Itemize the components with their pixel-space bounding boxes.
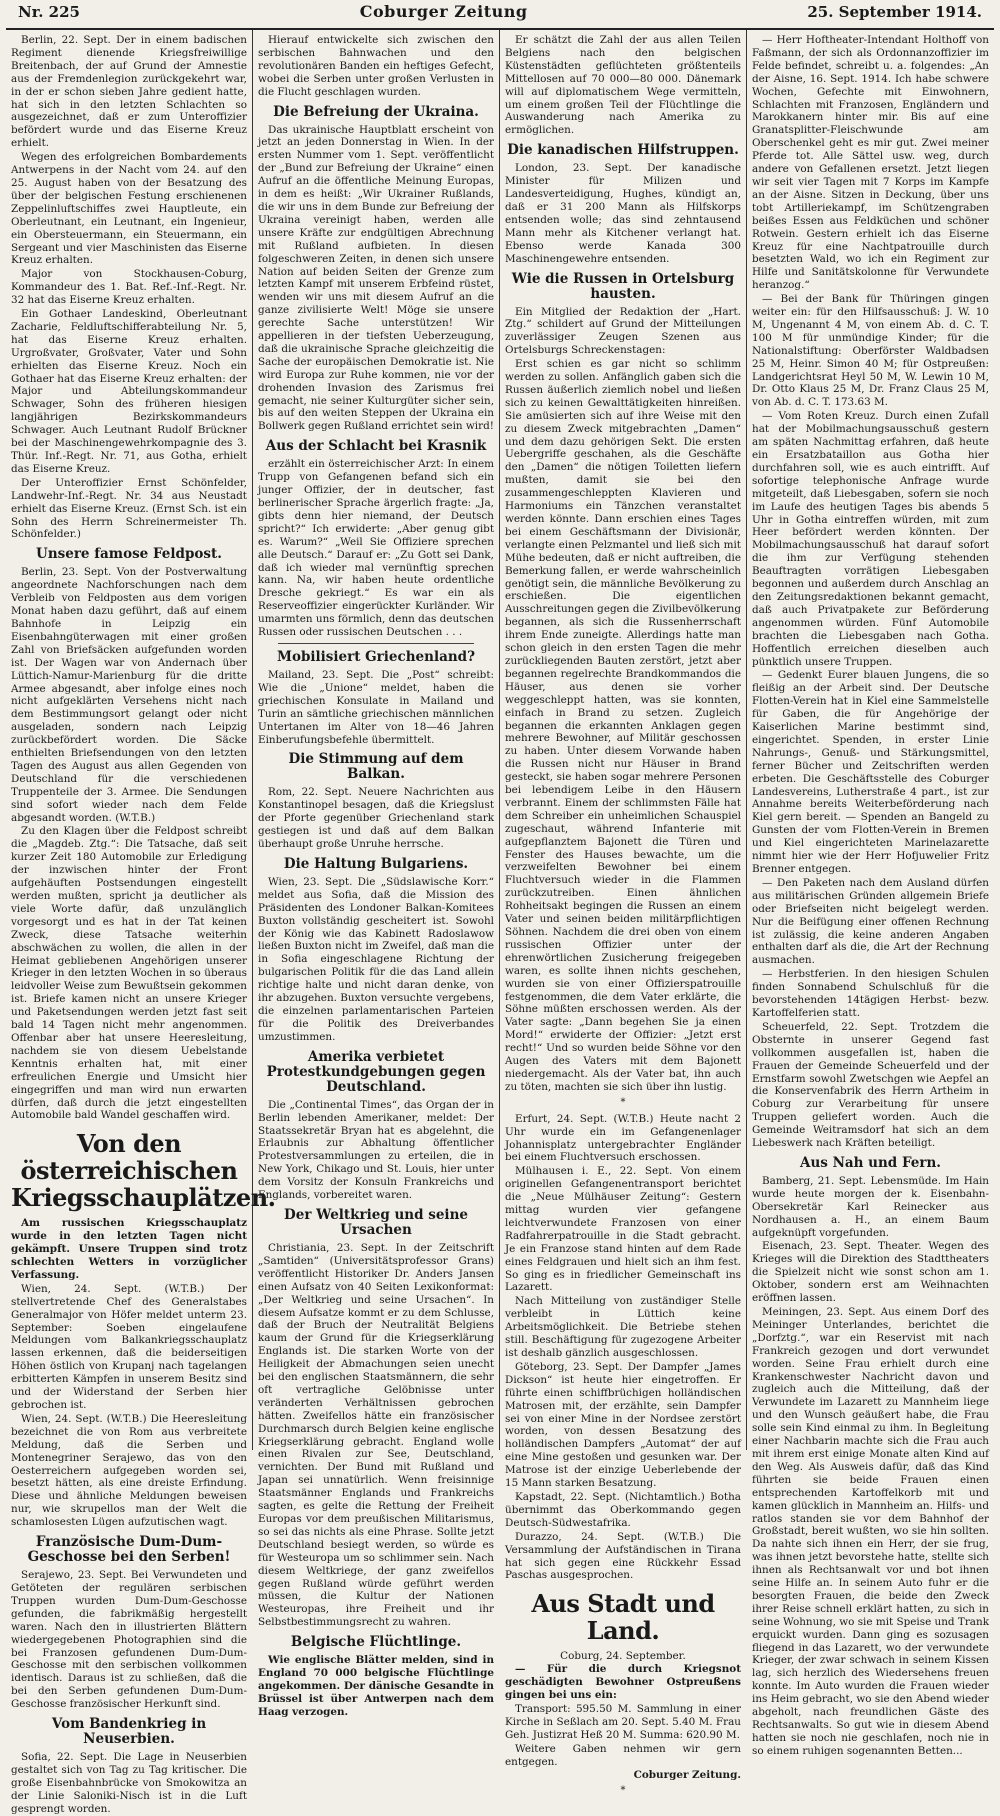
paragraph: Wegen des erfolgreichen Bombardements Antwerpens in der Nacht vom 24. auf den 25. August haben von der Besatzung des über der belgischen Festung erschienenen Zeppelinluftschiffes zwei Hauptleute, ein Oberleutnant, ein Leutnant, ein Ingenieur, ein Obersteuermann, ein Steuermann, ein Sergeant und vier Maschinisten das Eiserne Kreuz erhalten. xyxy=(11,151,247,267)
paragraph: Sofia, 22. Sept. Die Lage in Neuserbien gestaltet sich von Tag zu Tag kritischer. Die große Eisenbahnbrücke von Smokowitza an der Linie Saloniki-Nisch ist in die Luft gesprengt worden. xyxy=(11,1751,247,1815)
masthead xyxy=(6,0,994,30)
paragraph: Der Unteroffizier Ernst Schönfelder, Landwehr-Inf.-Regt. Nr. 34 aus Neustadt erhielt das Eiserne Kreuz. (Ernst Sch. ist ein Sohn des Herrn Schreinermeister Th. Schönfelder.) xyxy=(11,476,247,541)
columns xyxy=(6,30,994,1815)
paragraph: Göteborg, 23. Sept. Der Dampfer „James Dickson“ ist heute hier eingetroffen. Er führte einen schiffbrüchigen holländischen Matrosen mit, der erzählte, sein Dampfer sei von einer Mine in der Nordsee zerstört worden, von dessen Besatzung des holländischen Dampfers „Automat“ der auf eine Mine gestoßen und gesunken war. Der Matrose ist der einzige Ueberlebende der 15 Mann starken Besatzung. xyxy=(505,1360,741,1490)
headline: Vom Bandenkrieg in Neuserbien. xyxy=(51,1716,207,1748)
paragraph: Erfurt, 24. Sept. (W.T.B.) Heute nacht 2 Uhr wurde ein im Gefangenenlager Johannisplatz untergebrachter Engländer bei einem Fluchtversuch erschossen. xyxy=(505,1112,741,1164)
paragraph: Das ukrainische Hauptblatt erscheint von jetzt an jeden Donnerstag in Wien. In der ersten Nummer vom 1. Sept. veröffentlicht der „Bund zur Befreiung der Ukraine“ einen Aufruf an die öffentliche Meinung Europas, in dem es heißt: „Wir Ukrainer Rußlands, die wir uns in dem Bunde zur Befreiung der Ukraina vereinigt haben, werden alle unsere Kräfte zur endgültigen Abrechnung mit Rußland aufbieten. In diesen folgeschweren Zeiten, in denen sich unsere Nation auf beiden Seiten der Grenze zum letzten Kampf mit unserem Erbfeind rüstet, wenden wir uns mit diesem Aufruf an die ganze zivilisierte Welt! Möge sie unsere gerechte Sache unterstützen! Wir appellieren in der tiefsten Ueberzeugung, daß die ukrainische Sprache gleichzeitig die Sache der europäischen Demokratie ist. Nie wird Europa zur Ruhe kommen, nie vor der drohenden Invasion des Zarismus frei gemacht, nie seiner Kulturgüter sicher sein, bis auf den weiten Steppen der Ukraina ein Bollwerk gegen Rußland errichtet sein wird! xyxy=(258,123,494,433)
paragraph: Mülhausen i. E., 22. Sept. Von einem originellen Gefangenentransport berichtet die „Neue Mülhäuser Zeitung“: Gestern mittag wurden vier gefangene leichtverwundete Franzosen von einer Radfahrerpatrouille in die Stadt gebracht. Je ein Franzose stand hinten auf dem Rade eines Feldgrauen und hielt sich an ihm fest. So ging es in friedlicher Gemeinschaft ins Lazarett. xyxy=(505,1165,741,1294)
headline: Aus Nah und Fern. xyxy=(799,1154,942,1171)
paragraph: — Vom Roten Kreuz. Durch einen Zufall hat der Mobilmachungsausschuß gestern am späten Nachmittag erfahren, daß heute ein Ersatzbataillon aus Gotha hier durchfahren soll, wie es auch eintrifft. Auf sofortige telephonische Anfrage wurde mitgeteilt, daß Liebesgaben, sofern sie noch im Laufe des heutigen Tages bis abends 5 Uhr in Gotha eintreffen würden, mit zum Heer befördert werden könnten. Der Mobilmachungsausschuß hat darauf sofort die ihm zur Verfügung stehenden Beauftragten vorrätigen Liebesgaben begonnen und außerdem durch Anschlag an den Zeitungsredaktionen bekannt gemacht, daß auch Privatpakete zur Beförderung angenommen würden. Fünf Automobile brachten die Liebesgaben nach Gotha. Hoffentlich erreichen dieselben auch pünktlich unsere Truppen. xyxy=(752,410,989,668)
paragraph: — Herr Hoftheater-Intendant Holthoff von Faßmann, der sich als Ordonnanzoffizier im Felde befindet, schreibt u. a. folgendes: „An der Aisne, 16. Sept. 1914. Ich habe schwere Wochen, Gefechte mit Einwohnern, Schlachten mit Franzosen, Engländern und Marokkanern hinter mir. Bis auf eine Granatsplitter-Fleischwunde am Oberschenkel geht es mir gut. Zwei meiner Pferde tot. Alle Sättel usw. weg, durch andere von Gefallenen ersetzt. Jetzt liegen wir seit vier Tagen mit 7 Korps im Kampfe an der Aisne. Sitzen in Deckung, über uns tobt Artilleriekampf, im Schützengraben beißes Essen aus Feldküchen und schöner Rotwein. Gestern erhielt ich das Eiserne Kreuz für eine Nachtpatrouille durch besetzten Wald, wo ich ein Regiment zur Hilfe und Sanitätskolonne für Verwundete heranzog.“ xyxy=(752,34,989,292)
paragraph: Wien, 24. Sept. (W.T.B.) Der stellvertretende Chef des Generalstabes Generalmajor von Höfer meldet unterm 23. September: Soeben eingelaufene Meldungen vom Balkankriegsschauplatz lassen erkennen, daß die beiderseitigen Höhen östlich von Krupanj nach tagelangen erbitterten Kämpfen in unserem Besitz sind und der Widerstand der Serben hier gebrochen ist. xyxy=(11,1282,247,1411)
newspaper-title: Coburger Zeitung xyxy=(359,2,528,21)
paragraph: — Gedenkt Eurer blauen Jungens, die so fleißig an der Arbeit sind. Der Deutsche Flotten-Verein hat in Kiel eine Sammelstelle für Gaben, die für Angehörige der Kaiserlichen Marine bestimmt sind, eingerichtet. Spenden, in erster Linie Nahrungs-, Genuß- und Stärkungsmittel, ferner Bücher und Zeitschriften werden erbeten. Die Geschäftsstelle des Coburger Landesvereins, Lutherstraße 4 part., ist zur Annahme bereits Weiterbeförderung nach Kiel gern bereit. — Spenden an Bangeld zu Gunsten der vom Flotten-Verein in Bremen und Kiel eingerichteten Marinelazarette nimmt hier wie der Herr Hofjuwelier Fritz Brenner entgegen. xyxy=(752,669,989,875)
headline: Belgische Flüchtlinge. xyxy=(290,1634,462,1651)
paragraph: — Den Paketen nach dem Ausland dürfen aus militärischen Gründen allgemein Briefe oder Briefseiten nicht beigelegt werden. Nur die Beifügung einer offenen Rechnung ist zulässig, die keine anderen Angaben enthalten darf als die, die Art der Rechnung ausmachen. xyxy=(752,876,989,967)
paragraph: Berlin, 22. Sept. Der in einem badischen Regiment dienende Kriegsfreiwillige Breitenbach, der auf Grund der Amnestie aus der Fremdenlegion zurückgekehrt war, in der er schon sieben Jahre gedient hatte, hat sich in den letzten Schlachten so ausgezeichnet, daß er zum Unteroffizier befördert wurde und das Eiserne Kreuz erhielt. xyxy=(11,34,247,150)
paragraph: Scheuerfeld, 22. Sept. Trotzdem die Obsternte in unserer Gegend fast vollkommen ausgefallen ist, haben die Frauen der Gemeinde Scheuerfeld und der Ernstfarm sowohl Zwetschgen wie Aepfel an die Konservenfabrik des Herrn Artheim in Coburg zur Verarbeitung für unsere Truppen geliefert worden. Auch die Gemeinde Weitramsdorf hat sich an dem Liebeswerk nach Kräften beteiligt. xyxy=(752,1020,989,1150)
issue-number: Nr. 225 xyxy=(18,3,80,21)
headline: Die Haltung Bulgariens. xyxy=(283,855,469,872)
paragraph: Bamberg, 21. Sept. Lebensmüde. Im Hain wurde heute morgen der k. Eisenbahn-Obersekretär Karl Reinecker aus Nordhausen a. H., an einem Baum aufgeknüpft vorgefunden. xyxy=(752,1174,989,1239)
major-headline: Von den österreichischen Kriegsschauplätzen. xyxy=(11,1129,276,1213)
headline: Aus der Schlacht bei Krasnik xyxy=(265,438,487,455)
paragraph: Er schätzt die Zahl der aus allen Teilen Belgiens nach den belgischen Küstenstädten geflüchteten größtenteils Mittellosen auf 70 000—80 000. Dänemark will auf diplomatischem Wege vermitteln, um einem großen Teil der Flüchtlinge die Auswanderung nach Amerika zu ermöglichen. xyxy=(505,34,741,137)
paragraph: Transport: 595.50 M. Sammlung in einer Kirche in Seßlach am 20. Sept. 5.40 M. Frau Geh. Justizrat Heß 20 M. Summa: 620.90 M. xyxy=(505,1702,741,1741)
paragraph: Wien, 24. Sept. (W.T.B.) Die Heeresleitung bezeichnet die von Rom aus verbreitete Meldung, daß die Serben und Montenegriner Serajewo, das von den Oesterreichern aufgegeben worden sei, besetzt hätten, als eine dreiste Erfindung. Diese und ähnliche Meldungen beweisen nur, wie skrupellos man der Welt die schamlosesten Lügen aufzutischen wagt. xyxy=(11,1412,247,1529)
column-1 xyxy=(6,30,276,1815)
paragraph: Durazzo, 24. Sept. (W.T.B.) Die Versammlung der Aufständischen in Tirana hat sich gegen eine Rückkehr Essad Paschas ausgesprochen. xyxy=(505,1530,741,1582)
separator-star: * xyxy=(620,1096,626,1108)
headline: Unsere famose Feldpost. xyxy=(36,546,222,563)
paragraph: Hierauf entwickelte sich zwischen den serbischen Bahnwachen und den revolutionären Banden ein heftiges Gefecht, wobei die Serben unter großen Verlusten in die Flucht geschlagen wurden. xyxy=(258,34,494,98)
paragraph: Die „Continental Times“, das Organ der in Berlin lebenden Amerikaner, meldet: Der Staatssekretär Bryan hat es abgelehnt, die Erlaubnis zur Abhaltung öffentlicher Protestversammlungen zu erteilen, die in New York, Chikago und St. Louis, hier unter dem Vorsitz der Konsuln Frankreichs und Englands, vorbereitet waren. xyxy=(258,1098,494,1202)
paragraph: Am russischen Kriegsschauplatz wurde in den letzten Tagen nicht gekämpft. Unsere Truppen sind trotz schlechten Wetters in vorzüglicher Verfassung. xyxy=(11,1217,247,1281)
dateline: Coburg, 24. September. xyxy=(560,1650,686,1663)
column-3 xyxy=(500,30,747,1797)
paragraph: Christiania, 23. Sept. In der Zeitschrift „Samtiden“ (Universitätsprofessor Grans) veröffentlicht Historiker Dr. Anders Jansen einen Aufsatz von 40 Seiten Lexikonformat: „Der Weltkrieg und seine Ursachen“. In diesem Aufsatze kommt er zu dem Schlusse, daß der Bruch der Neutralität Belgiens kaum der Grund für die Kriegserklärung Englands ist. Die starken Worte von der Heiligkeit der Abmachungen seien unecht bei den englischen Staatsmännern, die sehr oft vertragliche Gelöbnisse unter veränderten Verhältnissen gebrochen hätten. Zweifellos hätte ein französischer Durchmarsch durch Belgien keine englische Kriegserklärung gebracht. England wolle einen Rivalen zur See, Deutschland, vernichten. Der Bund mit Rußland und Japan sei unnatürlich. Wenn freisinnige Staatsmänner Englands und Frankreichs sagten, es gelte die Rettung der Freiheit Europas vor dem preußischen Militarismus, so sei das nichts als eine Phrase. Sollte jetzt Deutschland besiegt werden, so würde es für Westeuropa um so schlimmer sein. Nach diesem Weltkriege, der ganz zweifellos gegen Rußland würde geführt werden müssen, die Kultur der Nationen Westeuropas, ihre Freiheit und ihr Selbstbestimmungsrecht zu wahren. xyxy=(258,1241,494,1629)
headline: Mobilisiert Griechenland? xyxy=(277,648,475,665)
headline: Französische Dum-Dum-Geschosse bei den Serben! xyxy=(27,1534,231,1566)
paragraph: Wie englische Blätter melden, sind in England 70 000 belgische Flüchtlinge angekommen. Der dänische Gesandte in Brüssel ist über Antwerpen nach dem Haag verzogen. xyxy=(258,1654,494,1718)
paragraph: Wien, 23. Sept. Die „Südslawische Korr.“ meldet aus Sofia, daß die Mission des Präsidenten des Londoner Balkan-Komitees Buxton vollständig gescheitert ist. Sowohl der König wie das Kabinett Radoslawow ließen Buxton nicht im Zweifel, daß man die in Sofia eingeschlagene Richtung der bulgarischen Politik für die das Land allein richtige halte und nicht daran denke, von ihr abzugehen. Buxton versuchte vergebens, die einzelnen parlamentarischen Parteien für die Politik des Dreiverbandes umzustimmen. xyxy=(258,875,494,1043)
paragraph: Kapstadt, 22. Sept. (Nichtamtlich.) Botha übernimmt das Oberkommando gegen Deutsch-Südwestafrika. xyxy=(505,1490,741,1529)
paragraph: — Bei der Bank für Thüringen gingen weiter ein: für den Hilfsausschuß: J. W. 10 M, Ungenannt 4 M, von einem Ab. d. C. T. 100 M für unmündige Kinder; für die Nationalstiftung: Oberförster Waldbadsen 25 M, Heinr. Simon 40 M; für Ostpreußen: Landgerichtsrat Heyl 50 M, W. Lewin 10 M, Dr. Otto Klaus 25 M, Dr. Franz Claus 25 M, von Ab. d. C. T. 173.63 M. xyxy=(752,293,989,409)
paragraph: Eisenach, 23. Sept. Theater. Wegen des Krieges will die Direktion des Stadttheaters die Spielzeit nicht wie sonst schon am 1. Oktober, sondern erst am Weihnachten eröffnen lassen. xyxy=(752,1240,989,1305)
paragraph: Nach Mitteilung von zuständiger Stelle verbleibt in Lüttich keine Arbeitsmöglichkeit. Die Betriebe stehen still. Beschäftigung für zugezogene Arbeiter ist deshalb gänzlich ausgeschlossen. xyxy=(505,1295,741,1359)
headline: Die kanadischen Hilfstruppen. xyxy=(507,142,739,159)
headline: Amerika verbietet Protestkundgebungen gegen Deutschland. xyxy=(266,1048,486,1095)
paragraph: Rom, 22. Sept. Neuere Nachrichten aus Konstantinopel besagen, daß die Kriegslust der Pforte gegenüber Griechenland stark gestiegen ist und daß auf dem Balkan überhaupt große Unruhe herrsche. xyxy=(258,786,494,851)
issue-date: 25. September 1914. xyxy=(807,3,982,21)
headline: Wie die Russen in Ortelsburg hausten. xyxy=(511,270,735,302)
headline: Die Befreiung der Ukraina. xyxy=(273,103,479,120)
column-4 xyxy=(747,30,994,1757)
signature: Coburger Zeitung. xyxy=(633,1769,741,1782)
headline: Die Stimmung auf dem Balkan. xyxy=(288,751,464,783)
headline: Der Weltkrieg und seine Ursachen xyxy=(284,1206,468,1238)
major-headline: Aus Stadt und Land. xyxy=(531,1589,715,1646)
column-2 xyxy=(253,30,500,1718)
paragraph: Weitere Gaben nehmen wir gern entgegen. xyxy=(505,1742,741,1768)
divider xyxy=(278,643,474,644)
paragraph: Serajewo, 23. Sept. Bei Verwundeten und Getöteten der regulären serbischen Truppen wurden Dum-Dum-Geschosse gefunden, die fabrikmäßig hergestellt waren. Nach den in illustrierten Blättern wiedergegebenen Photographien sind die bei Franzosen gefundenen Dum-Dum-Geschosse mit den serbischen vollkommen identisch. Daraus ist zu schließen, daß die bei den Serben gefundenen Dum-Dum-Geschosse französischer Herkunft sind. xyxy=(11,1569,247,1711)
paragraph: Meiningen, 23. Sept. Aus einem Dorf des Meininger Unterlandes, berichtet die „Dorfztg.“, war ein Reservist mit nach Frankreich gezogen und dort verwundet worden. Seine Frau erhielt durch eine Krankenschwester Nachricht davon und zugleich auch die Mitteilung, daß der Verwundete im Lazarett zu Mannheim liege und den Wunsch geäußert habe, die Frau solle sein Kind einmal zu ihm. In Begleitung einer Nachbarin machte sich die Frau auch mit ihrem erst einige Monate alten Kind auf den Weg. Als Ausweis dafür, daß das Kind führten sie beide Frauen einen entsprechenden Kartoffelkorb mit und kamen glücklich in Mannheim an. Hilfs- und ratlos standen sie vor dem Bahnhof der Großstadt, bereit wußten, wo sie hin sollten. Da nahte sich ihnen ein Herr, der sie frug, was ihnen jetzt bevorstehe hatte, stellte sich ihnen als Rechtsanwalt vor und bot ihnen seine Hilfe an. In seinem Auto fuhr er die besorgten Frauen, die beide den Zweck ihrer Reise schnell erklärt hatten, zu sich in seine Wohnung, wo sie mit Speise und Trank erquickt wurden. Dann ging es sozusagen fliegend in das Lazarett, wo der verwundete Krieger, der zwar schwach in seinem Kissen lag, sich herzlich des Wiedersehens freuen konnte. Im Auto wurden die Frauen wieder ins Heim gebracht, wo sie den Abend wieder abgeholt, nach freundlichen Gäste des Rechtsanwalts. So gut wie in diesem Abend hatten sie noch nie geschlafen, noch nie in so einem ruhigen sogenannten Betten... xyxy=(752,1306,989,1757)
paragraph: Major von Stockhausen-Coburg, Kommandeur des 1. Bat. Ref.-Inf.-Regt. Nr. 32 hat das Eiserne Kreuz erhalten. xyxy=(11,268,247,307)
paragraph: Mailand, 23. Sept. Die „Post“ schreibt: Wie die „Unione“ meldet, haben die griechischen Konsulate in Mailand und Turin an sämtliche griechischen männlichen Untertanen im Alter von 18—46 Jahren Einberufungsbefehle übermittelt. xyxy=(258,668,494,746)
paragraph: Zu den Klagen über die Feldpost schreibt die „Magdeb. Ztg.“: Die Tatsache, daß seit kurzer Zeit 180 Automobile zur Erledigung der inzwischen hinter der Front aufgehäuften Postsendungen eingestellt werden mußten, spricht ja deutlicher als viele Worte dafür, daß unzulänglich vorgesorgt und es hat in der Tat keinen Zweck, diese Tatsache weiterhin abschwächen zu wollen, die allen in der Heimat gebliebenen Angehörigen unserer Krieger in den letzten Wochen in so überaus leidvoller Weise zum Bewußtsein gekommen ist. Briefe kamen nicht an unsere Krieger und Paketsendungen werden jetzt fast seit bald 14 Tagen nicht mehr angenommen. Offenbar aber hat unsere Heeresleitung, nachdem sie von diesem Uebelstande Kenntnis erhalten hat, mit einer erfreulichen Energie und Umsicht hier eingegriffen und man wird nun erwarten dürfen, daß durch die jetzt eingestellten Automobile bald Wandel geschaffen wird. xyxy=(11,825,247,1122)
paragraph: Ein Gothaer Landeskind, Oberleutnant Zacharie, Feldluftschifferabteilung Nr. 5, hat das Eiserne Kreuz erhalten. Urgroßvater, Großvater, Vater und Sohn erhielten das Eiserne Kreuz. Noch ein Gothaer hat das Eiserne Kreuz erhalten: der Major und Abteilungskommandeur Schwager, Sohn des früheren hiesigen langjährigen Bezirkskommandeurs Schwager. Auch Leutnant Rudolf Brückner bei der Maschinengewehrkompagnie des 3. Thür. Inf.-Regt. Nr. 71, aus Gotha, erhielt das Eiserne Kreuz. xyxy=(11,308,247,475)
paragraph: Erst schien es gar nicht so schlimm werden zu sollen. Anfänglich gaben sich die Russen äußerlich ziemlich nobel und ließen sich zu keinen Gewalttätigkeiten hinreißen. Sie amüsierten sich auf ihre Weise mit den zu diesem Zweck mitgebrachten „Damen“ und dem dazu gehörigen Sekt. Die ersten Uebergriffe geschahen, als die Geschäfte den „Damen“ die nötigen Toiletten liefern mußten, damit sie bei den zusammengeschleppten Klavieren und Harmoniums ein Tänzchen veranstaltet werden könnte. Dann erschien eines Tages bei einem Geschäftsmann der Divisionär, verlangte einen Pelzmantel und ließ sich mit Mühe bedeuten, daß er nicht auftreiben, die Bemerkung fallen, er werde wahrscheinlich genötigt sein, die männliche Bevölkerung zu erschießen. Die eigentlichen Ausschreitungen gegen die Zivilbevölkerung begannen, als sich die Russenherrschaft ihrem Ende zuneigte. Allerdings hatte man schon gleich in den ersten Tagen die mehr zurückliegenden Bauten zerstört, jetzt aber begannen regelrechte Brandkommandos die Häuser, aus denen sie vorher weggeschleppt hatten, was sie konnten, einfach in Brand zu setzen. Zugleich begannen die erkannten Anklagen gegen mehrere Bewohner, auf Militär geschossen zu haben. Unter diesem Vorwande haben die Russen nicht nur Häuser in Brand gesteckt, sie haben sogar mehrere Personen bei lebendigem Leibe in den Häusern verbrannt. Einem der schlimmsten Fälle hat dem Schreiber ein unheimlichen Schauspiel zugeschaut, während Infanterie mit aufgepflanztem Bajonett die Türen und Fenster des Hauses bewachte, um die verzweifelten Bewohner bei einem Fluchtversuch wieder in die Flammen zurückzutreiben. Einen ähnlichen Rohheitsakt begingen die Russen an einem Vater und seinen beiden militärpflichtigen Söhnen. Nachdem die drei oben von einem russischen Offizier unter der ehrenwörtlichen Zusicherung freigegeben waren, es sollte ihnen nichts geschehen, wurden sie von einer Offizierspatrouille festgenommen, die dem Vater erklärte, die Söhne müßten erschossen werden. Als der Vater sagte: „Dann begehen Sie ja einen Mord!“ erwiderte der Offizier: „Jetzt erst recht!“ Und so wurden beide Söhne vor den Augen des Vaters mit dem Bajonett niedergemacht. Als der Vater bat, ihn auch zu töten, machten sie sich über ihn lustig. xyxy=(505,358,741,1093)
paragraph: — Herbstferien. In den hiesigen Schulen finden Sonnabend Schulschluß für die bevorstehenden 14tägigen Herbst- bezw. Kartoffelferien statt. xyxy=(752,968,989,1019)
paragraph: erzählt ein österreichischer Arzt: In einem Trupp von Gefangenen befand sich ein junger Offizier, der in deutscher, fast berlinerischer Sprache ärgerlich fragte: „Ja, gibts denn hier niemand, der Deutsch spricht?“ Ich erwiderte: „Aber genug gibt es. Warum?“ „Weil Sie Offiziere sprechen alle Deutsch.“ Darauf er: „Zu Gott sei Dank, daß ich wieder mal vernünftig sprechen kann. Na, wir haben heute ordentliche Dresche gekriegt.“ Es war ein als Reserveoffizier eingerückter Kurländer. Wir umarmten uns förmlich, denn das deutschen Russen oder russischen Deutschen . . . xyxy=(258,458,494,639)
paragraph: Ein Mitglied der Redaktion der „Hart. Ztg.“ schildert auf Grund der Mitteilungen zuverlässiger Zeugen Szenen aus Ortelsburgs Schreckenstagen: xyxy=(505,305,741,357)
paragraph: Berlin, 23. Sept. Von der Postverwaltung angeordnete Nachforschungen nach dem Verbleib von Feldposten aus dem vorigen Monat haben dazu geführt, daß auf einem Bahnhofe in Leipzig ein Eisenbahngüterwagen mit einer großen Zahl von Briefsäcken aufgefunden worden ist. Der Wagen war von Andernach über Lüttich-Namur-Marienburg für die dritte Armee abgesandt, aber infolge eines noch nicht aufgeklärten Versehens nicht nach dem Bestimmungsort gelangt oder nicht ausgeladen, sondern nach Leipzig zurückbefördert worden. Die Säcke enthielten Briefsendungen von den letzten Tagen des August aus allen Gegenden von Deutschland für die verschiedenen Truppenteile der 3. Armee. Die Sendungen sind sofort wieder nach dem Felde abgesandt worden. (W.T.B.) xyxy=(11,566,247,824)
paragraph: — Für die durch Kriegsnot geschädigten Bewohner Ostpreußens gingen bei uns ein: xyxy=(505,1663,741,1702)
paragraph: London, 23. Sept. Der kanadische Minister für Milizen und Landesverteidigung, Hughes, kündigt an, daß er 31 200 Mann als Hilfskorps entsenden wolle; das sind zehntausend Mann mehr als Kitchener verlangt hat. Ebenso werde Kanada 300 Maschinengewehre entsenden. xyxy=(505,162,741,265)
separator-star: * xyxy=(620,1785,626,1797)
